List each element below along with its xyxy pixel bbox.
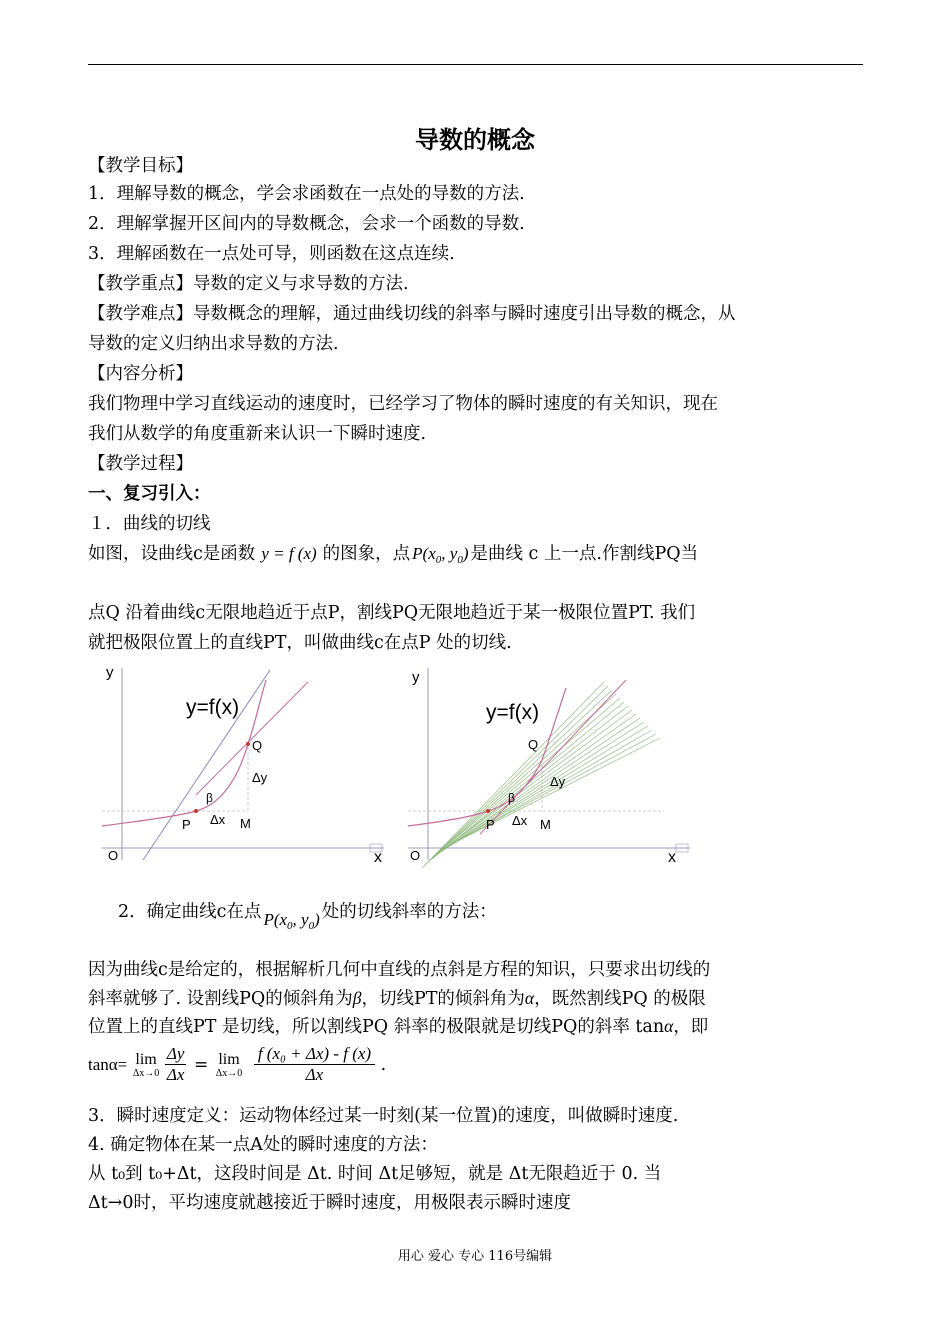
limit-sub-2: Δx→0 (215, 1067, 243, 1079)
right-beta-label: β (508, 791, 515, 805)
section-1-heading: 一、复习引入： (88, 484, 211, 504)
tangent-figure (88, 660, 708, 875)
left-beta-label: β (206, 791, 213, 805)
para1-text-a: 如图，设曲线c是函数 (88, 544, 256, 564)
item2-text-a: 2．确定曲线c在点 (118, 902, 262, 922)
difficulty-line-1: 【教学难点】导数概念的理解，通过曲线切线的斜率与瞬时速度引出导数的概念，从 (88, 304, 736, 324)
limit-word-2: lim (218, 1050, 240, 1068)
header-rule (88, 64, 863, 65)
paragraph-2-line-2: 就把极限位置上的直线PT，叫做曲线c在点P 处的切线. (88, 633, 512, 653)
para3-text-a: 斜率就够了. 设割线PQ的倾斜角为 (88, 989, 353, 1009)
page-footer: 用心 爱心 专心 116号编辑 (397, 1249, 553, 1264)
point-P-head: P(x (412, 544, 436, 563)
left-M-label: M (240, 816, 251, 831)
tangent-slope-formula (88, 1044, 866, 1096)
left-dx-label: Δx (210, 812, 226, 827)
difficulty-line-2: 导数的定义归纳出求导数的方法. (88, 334, 339, 354)
paragraph-3-line-3: 位置上的直线PT 是切线，所以割线PQ 斜率的极限就是切线PQ的斜率 tanα，即 (88, 1016, 709, 1037)
analysis-heading: 【内容分析】 (88, 364, 193, 384)
formula-period: . (380, 1054, 387, 1075)
left-curve-label: y=f(x) (186, 696, 240, 719)
paragraph-1 (88, 542, 866, 572)
fraction-1-den: Δx (166, 1065, 185, 1084)
right-graph (408, 668, 690, 868)
fraction-2-num: f (x₀ + Δx) - f (x) (254, 1044, 375, 1065)
formula-limit-2 (216, 1051, 242, 1079)
para1-text-c: 是曲线 c 上一点.作割线PQ当 (470, 544, 699, 564)
right-M-label: M (540, 817, 551, 832)
goals-heading: 【教学目标】 (88, 156, 193, 176)
point-P-expression: $P(x_0$, $y_0$) (412, 544, 469, 566)
right-x-label: x (668, 849, 676, 866)
right-dx-label: Δx (512, 813, 528, 828)
paragraph-4-line-1: 从 t₀到 t₀+Δt，这段时间是 Δt. 时间 Δt足够短，就是 Δt无限趋近于 0. 当 (88, 1164, 662, 1184)
left-curve (102, 680, 266, 826)
paragraph-3-line-2: 斜率就够了. 设割线PQ的倾斜角为β，切线PT的倾斜角为α，既然割线PQ 的极限 (88, 988, 706, 1009)
limit-sub-1: Δx→0 (132, 1067, 160, 1079)
analysis-line-2: 我们从数学的角度重新来认识一下瞬时速度. (88, 424, 427, 444)
item-3: 3．瞬时速度定义：运动物体经过某一时刻(某一位置)的速度，叫做瞬时速度. (88, 1106, 679, 1126)
formula-equals: = (193, 1054, 209, 1075)
paragraph-3-line-1: 因为曲线c是给定的，根据解析几何中直线的点斜是方程的知识，只要求出切线的 (88, 960, 711, 980)
analysis-line-1: 我们物理中学习直线运动的速度时，已经学习了物体的瞬时速度的有关知识，现在 (88, 394, 718, 414)
page-title: 导数的概念 (415, 126, 535, 154)
goal-3: 3．理解函数在一点处可导，则函数在这点连续. (88, 244, 455, 264)
fraction-difference-quotient (254, 1044, 375, 1085)
right-Q-label: Q (528, 737, 539, 752)
right-curve-label: y=f(x) (486, 701, 540, 724)
left-origin-label: O (108, 848, 119, 863)
formula-lhs: tanα= (88, 1054, 128, 1074)
secant-fan (422, 682, 660, 868)
fraction-dy-dx (165, 1044, 187, 1085)
para3-text-b: ，切线PT的倾斜角为 (361, 989, 525, 1009)
para1-text-b: 的图象，点 (322, 544, 411, 564)
left-Q-label: Q (252, 738, 263, 753)
paragraph-4-line-2: Δt→0时，平均速度就越接近于瞬时速度，用极限表示瞬时速度 (88, 1193, 571, 1213)
item-4: 4. 确定物体在某一点A处的瞬时速度的方法： (88, 1135, 438, 1155)
key-point: 【教学重点】导数的定义与求导数的方法. (88, 274, 409, 294)
goal-1: 1．理解导数的概念，学会求函数在一点处的导数的方法. (88, 184, 525, 204)
left-graph (102, 664, 384, 866)
left-x-label: x (374, 849, 382, 866)
fraction-1-num: Δy (166, 1044, 185, 1063)
item-1: １．曲线的切线 (88, 514, 211, 534)
paragraph-2-line-1: 点Q 沿着曲线c无限地趋近于点P，割线PQ无限地趋近于某一极限位置PT. 我们 (88, 603, 696, 623)
function-expression: y = f (x) (261, 544, 317, 563)
para3-text-e: ，即 (673, 1017, 709, 1037)
formula-limit-1 (133, 1051, 159, 1079)
right-y-label: y (412, 669, 420, 686)
right-origin-label: O (410, 848, 421, 863)
para3-text-c: ，既然割线PQ 的极限 (534, 989, 706, 1009)
right-dy-label: Δy (550, 774, 566, 789)
item-2 (118, 900, 896, 930)
fraction-2-den: Δx (305, 1065, 324, 1084)
right-P-label: P (486, 817, 495, 832)
point-P-expression-2: $P(x_0$, $y_0$) (263, 910, 320, 932)
left-dy-label: Δy (252, 770, 268, 785)
goal-2: 2．理解掌握开区间内的导数概念，会求一个函数的导数. (88, 214, 525, 234)
limit-word-1: lim (135, 1050, 157, 1068)
para3-text-d: 位置上的直线PT 是切线，所以割线PQ 斜率的极限就是切线PQ的斜率 tan (88, 1017, 665, 1037)
left-y-label: y (106, 664, 114, 681)
item2-text-b: 处的切线斜率的方法： (321, 902, 497, 922)
left-P-label: P (182, 817, 191, 832)
process-heading: 【教学过程】 (88, 454, 193, 474)
